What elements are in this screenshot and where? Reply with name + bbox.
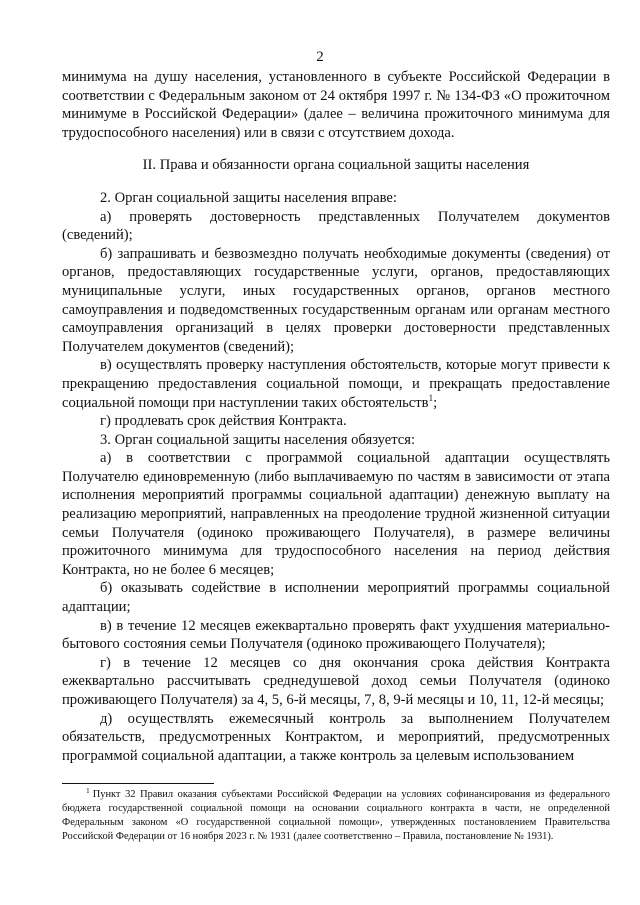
paragraph-clause-2v-end: ; — [433, 394, 438, 411]
paragraph-clause-2b: б) запрашивать и безвозмездно получать необходимые документы (сведения) от органов, предоставляющих государственные услуги, органов, предоставляющих муниципальные услуги, иных государственных органов, органов местного самоуправления и подведомственных государственным органам или органам местного самоуправления организаций в целях проверки достоверности представленных Получателем документов (сведений); — [62, 245, 610, 355]
footnote — [62, 785, 610, 844]
paragraph-clause-2v — [62, 356, 610, 412]
paragraph-clause-2v-text: в) осуществлять проверку наступления обстоятельств, которые могут привести к прекращению предоставления социальной помощи, и прекращать предоставление социальной помощи при наступлении таких обстоятельств — [62, 357, 610, 411]
paragraph-clause-3b: б) оказывать содействие в исполнении мероприятий программы социальной адаптации; — [62, 580, 610, 616]
paragraph-clause-2: 2. Орган социальной защиты населения вправе: — [100, 189, 397, 206]
footnote-text: Пункт 32 Правил оказания субъектами Российской Федерации на условиях софинансирования из федерального бюджета государственной социальной помощи на основании социального контракта в части, не определенной Федеральным законом «О государственной социальной помощи», утвержденных постановлением Правительства Российской Федерации от 16 ноября 2023 г. № 1931 (далее соответственно – Правила, постановление № 1931). — [62, 789, 610, 842]
footnote-reference: 1 — [428, 392, 434, 403]
paragraph-clause-2a: а) проверять достоверность представленных Получателем документов (сведений); — [62, 208, 610, 244]
section-title: II. Права и обязанности органа социальной защиты населения — [142, 157, 530, 174]
paragraph-clause-2g: г) продлевать срок действия Контракта. — [100, 413, 347, 430]
page-number: 2 — [316, 49, 324, 65]
paragraph-clause-3a: а) в соответствии с программой социальной адаптации осуществлять Получателю единовременную (либо выплачиваемую по частям в зависимости от этапа исполнения мероприятий программы социальной адаптации) денежную выплату на реализацию мероприятий, направленных на преодоление трудной жизненной ситуации семьи Получателя (одиноко проживающего Получателя), в размере величины прожиточного минимума для трудоспособного населения на период действия Контракта, но не более 6 месяцев; — [62, 450, 610, 578]
paragraph-clause-3v: в) в течение 12 месяцев ежеквартально проверять факт ухудшения материально-бытового состояния семьи Получателя (одиноко проживающего Получателя); — [62, 617, 610, 653]
footnote-mark: 1 — [86, 785, 90, 795]
paragraph-clause-3d: д) осуществлять ежемесячный контроль за выполнением Получателем обязательств, предусмотренных Контрактом, и мероприятий, предусмотренных программой социальной адаптации, а также контроль за целевым использованием — [62, 710, 610, 764]
footnote-divider — [62, 783, 214, 784]
paragraph-clause-3g: г) в течение 12 месяцев со дня окончания срока действия Контракта ежеквартально рассчитывать среднедушевой доход семьи Получателя (одиноко проживающего Получателя) за 4, 5, 6-й месяцы, 7, 8, 9-й месяцы и 10, 11, 12-й месяцы; — [62, 654, 610, 708]
paragraph-continuation: минимума на душу населения, установленного в субъекте Российской Федерации в соответствии с Федеральным законом от 24 октября 1997 г. № 134-ФЗ «О прожиточном минимуме в Российской Федерации» (далее – величина прожиточного минимума для трудоспособного населения) или в связи с отсутствием дохода. — [62, 69, 610, 141]
document-body — [62, 68, 610, 765]
paragraph-clause-3: 3. Орган социальной защиты населения обязуется: — [100, 431, 416, 448]
